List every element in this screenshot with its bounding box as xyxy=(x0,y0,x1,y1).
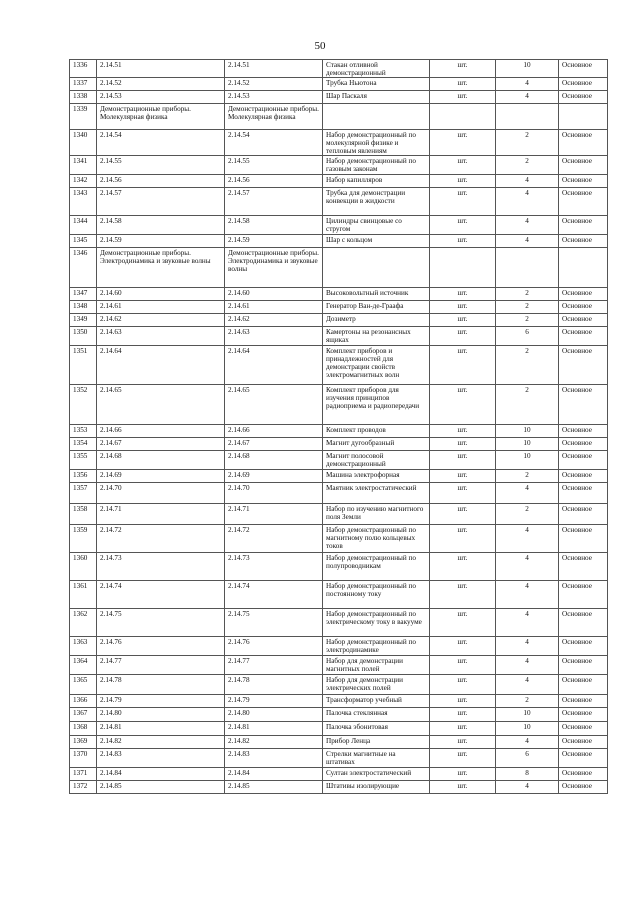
quantity-cell: 2 xyxy=(496,470,559,483)
unit-cell: шт. xyxy=(430,175,496,188)
quantity-cell: 6 xyxy=(496,749,559,768)
category-cell: Основное xyxy=(559,288,608,301)
item-name-cell: Набор для демонстрации магнитных полей xyxy=(323,656,430,675)
item-name-cell: Прибор Ленца xyxy=(323,736,430,749)
item-name-cell: Шар Паскаля xyxy=(323,91,430,104)
code-secondary-cell: 2.14.68 xyxy=(225,451,323,470)
table-row xyxy=(70,708,608,722)
quantity-cell: 4 xyxy=(496,581,559,609)
code-secondary-cell: 2.14.53 xyxy=(225,91,323,104)
item-name-cell: Палочка эбонитовая xyxy=(323,722,430,736)
item-name-cell: Шар с кольцом xyxy=(323,235,430,248)
code-cell: 2.14.73 xyxy=(97,553,225,581)
category-cell: Основное xyxy=(559,60,608,78)
table-row xyxy=(70,722,608,736)
item-name-cell: Маятник электростатический xyxy=(323,483,430,504)
code-cell: 2.14.67 xyxy=(97,438,225,451)
quantity-cell xyxy=(496,248,559,288)
category-cell: Основное xyxy=(559,130,608,156)
code-cell: 2.14.71 xyxy=(97,504,225,525)
table-row xyxy=(70,346,608,385)
code-cell: 2.14.70 xyxy=(97,483,225,504)
quantity-cell: 4 xyxy=(496,637,559,656)
category-cell: Основное xyxy=(559,675,608,695)
code-cell: 2.14.56 xyxy=(97,175,225,188)
code-secondary-cell: 2.14.64 xyxy=(225,346,323,385)
category-cell: Основное xyxy=(559,216,608,235)
category-cell: Основное xyxy=(559,504,608,525)
quantity-cell: 4 xyxy=(496,525,559,553)
table-row xyxy=(70,581,608,609)
table-row xyxy=(70,781,608,794)
unit-cell: шт. xyxy=(430,695,496,708)
row-number-cell: 1343 xyxy=(70,188,97,216)
table-row xyxy=(70,78,608,91)
code-cell: 2.14.58 xyxy=(97,216,225,235)
code-secondary-cell: 2.14.66 xyxy=(225,425,323,438)
unit-cell: шт. xyxy=(430,525,496,553)
quantity-cell: 2 xyxy=(496,301,559,314)
page-number: 50 xyxy=(314,40,326,52)
unit-cell: шт. xyxy=(430,314,496,327)
code-secondary-cell: 2.14.67 xyxy=(225,438,323,451)
code-secondary-cell: 2.14.52 xyxy=(225,78,323,91)
code-cell: 2.14.59 xyxy=(97,235,225,248)
item-name-cell: Штативы изолирующие xyxy=(323,781,430,794)
row-number-cell: 1349 xyxy=(70,314,97,327)
unit-cell: шт. xyxy=(430,346,496,385)
table-row xyxy=(70,525,608,553)
code-secondary-cell: 2.14.63 xyxy=(225,327,323,346)
category-cell: Основное xyxy=(559,525,608,553)
row-number-cell: 1360 xyxy=(70,553,97,581)
quantity-cell xyxy=(496,104,559,130)
table-row xyxy=(70,425,608,438)
unit-cell: шт. xyxy=(430,656,496,675)
quantity-cell: 10 xyxy=(496,451,559,470)
unit-cell: шт. xyxy=(430,749,496,768)
table-row xyxy=(70,130,608,156)
quantity-cell: 2 xyxy=(496,130,559,156)
item-name-cell: Камертоны на резонансных ящиках xyxy=(323,327,430,346)
code-secondary-cell: 2.14.69 xyxy=(225,470,323,483)
category-cell: Основное xyxy=(559,695,608,708)
item-name-cell: Набор для демонстрации электрических полей xyxy=(323,675,430,695)
quantity-cell: 10 xyxy=(496,708,559,722)
category-cell: Основное xyxy=(559,175,608,188)
row-number-cell: 1355 xyxy=(70,451,97,470)
quantity-cell: 8 xyxy=(496,768,559,781)
row-number-cell: 1365 xyxy=(70,675,97,695)
table-row xyxy=(70,736,608,749)
code-cell: Демонстрационные приборы. Электродинамика и звуковые волны xyxy=(97,248,225,288)
item-name-cell: Трубка для демонстрации конвекции в жидкости xyxy=(323,188,430,216)
unit-cell: шт. xyxy=(430,425,496,438)
unit-cell: шт. xyxy=(430,288,496,301)
row-number-cell: 1369 xyxy=(70,736,97,749)
category-cell: Основное xyxy=(559,301,608,314)
code-cell: 2.14.54 xyxy=(97,130,225,156)
table-row xyxy=(70,675,608,695)
row-number-cell: 1347 xyxy=(70,288,97,301)
item-name-cell: Высоковольтный источник xyxy=(323,288,430,301)
item-name-cell xyxy=(323,104,430,130)
category-cell: Основное xyxy=(559,581,608,609)
code-cell: 2.14.62 xyxy=(97,314,225,327)
row-number-cell: 1353 xyxy=(70,425,97,438)
row-number-cell: 1342 xyxy=(70,175,97,188)
row-number-cell: 1341 xyxy=(70,156,97,175)
quantity-cell: 2 xyxy=(496,346,559,385)
category-cell: Основное xyxy=(559,656,608,675)
table-row xyxy=(70,301,608,314)
code-cell: 2.14.60 xyxy=(97,288,225,301)
table-row xyxy=(70,91,608,104)
category-cell xyxy=(559,104,608,130)
code-cell: 2.14.78 xyxy=(97,675,225,695)
code-secondary-cell: 2.14.58 xyxy=(225,216,323,235)
quantity-cell: 4 xyxy=(496,175,559,188)
unit-cell: шт. xyxy=(430,188,496,216)
category-cell: Основное xyxy=(559,708,608,722)
quantity-cell: 4 xyxy=(496,736,559,749)
quantity-cell: 10 xyxy=(496,425,559,438)
unit-cell: шт. xyxy=(430,451,496,470)
code-secondary-cell: Демонстрационные приборы. Электродинамика и звуковые волны xyxy=(225,248,323,288)
quantity-cell: 4 xyxy=(496,656,559,675)
quantity-cell: 2 xyxy=(496,504,559,525)
table-row xyxy=(70,451,608,470)
quantity-cell: 10 xyxy=(496,722,559,736)
item-name-cell: Набор демонстрационный по полупроводникам xyxy=(323,553,430,581)
unit-cell: шт. xyxy=(430,438,496,451)
category-cell: Основное xyxy=(559,78,608,91)
code-cell: 2.14.85 xyxy=(97,781,225,794)
category-cell: Основное xyxy=(559,188,608,216)
table-row xyxy=(70,175,608,188)
table-row xyxy=(70,438,608,451)
table-row xyxy=(70,470,608,483)
category-cell: Основное xyxy=(559,385,608,425)
code-secondary-cell: 2.14.84 xyxy=(225,768,323,781)
category-cell: Основное xyxy=(559,749,608,768)
table-row xyxy=(70,235,608,248)
row-number-cell: 1370 xyxy=(70,749,97,768)
row-number-cell: 1357 xyxy=(70,483,97,504)
code-secondary-cell: 2.14.73 xyxy=(225,553,323,581)
unit-cell: шт. xyxy=(430,470,496,483)
table-row xyxy=(70,637,608,656)
item-name-cell: Набор демонстрационный по магнитному полю кольцевых токов xyxy=(323,525,430,553)
code-secondary-cell: 2.14.70 xyxy=(225,483,323,504)
quantity-cell: 10 xyxy=(496,60,559,78)
row-number-cell: 1366 xyxy=(70,695,97,708)
item-name-cell: Магнит дугообразный xyxy=(323,438,430,451)
quantity-cell: 2 xyxy=(496,314,559,327)
code-cell: 2.14.83 xyxy=(97,749,225,768)
item-name-cell: Стакан отливной демонстрационный xyxy=(323,60,430,78)
item-name-cell xyxy=(323,248,430,288)
code-cell: 2.14.77 xyxy=(97,656,225,675)
table-row xyxy=(70,385,608,425)
item-name-cell: Цилиндры свинцовые со стругом xyxy=(323,216,430,235)
quantity-cell: 4 xyxy=(496,483,559,504)
unit-cell: шт. xyxy=(430,78,496,91)
quantity-cell: 4 xyxy=(496,553,559,581)
quantity-cell: 4 xyxy=(496,235,559,248)
row-number-cell: 1340 xyxy=(70,130,97,156)
quantity-cell: 2 xyxy=(496,385,559,425)
item-name-cell: Набор демонстрационный по молекулярной физике и тепловым явлениям xyxy=(323,130,430,156)
item-name-cell: Набор демонстрационный по постоянному току xyxy=(323,581,430,609)
unit-cell: шт. xyxy=(430,156,496,175)
table-row xyxy=(70,656,608,675)
quantity-cell: 2 xyxy=(496,695,559,708)
code-cell: 2.14.53 xyxy=(97,91,225,104)
quantity-cell: 4 xyxy=(496,675,559,695)
item-name-cell: Набор капилляров xyxy=(323,175,430,188)
quantity-cell: 4 xyxy=(496,609,559,637)
unit-cell: шт. xyxy=(430,60,496,78)
code-cell: 2.14.61 xyxy=(97,301,225,314)
unit-cell: шт. xyxy=(430,385,496,425)
item-name-cell: Дозиметр xyxy=(323,314,430,327)
code-secondary-cell: 2.14.78 xyxy=(225,675,323,695)
code-cell: 2.14.72 xyxy=(97,525,225,553)
item-name-cell: Комплект приборов для изучения принципов радиоприема и радиопередачи xyxy=(323,385,430,425)
code-secondary-cell: 2.14.82 xyxy=(225,736,323,749)
item-name-cell: Набор демонстрационный по газовым законам xyxy=(323,156,430,175)
category-cell: Основное xyxy=(559,327,608,346)
row-number-cell: 1371 xyxy=(70,768,97,781)
unit-cell: шт. xyxy=(430,483,496,504)
item-name-cell: Комплект приборов и принадлежностей для демонстрации свойств электромагнитных волн xyxy=(323,346,430,385)
code-cell: 2.14.57 xyxy=(97,188,225,216)
row-number-cell: 1339 xyxy=(70,104,97,130)
row-number-cell: 1356 xyxy=(70,470,97,483)
unit-cell: шт. xyxy=(430,235,496,248)
unit-cell: шт. xyxy=(430,216,496,235)
code-secondary-cell: 2.14.59 xyxy=(225,235,323,248)
item-name-cell: Набор демонстрационный по электродинамике xyxy=(323,637,430,656)
row-number-cell: 1352 xyxy=(70,385,97,425)
unit-cell: шт. xyxy=(430,736,496,749)
unit-cell: шт. xyxy=(430,91,496,104)
unit-cell: шт. xyxy=(430,675,496,695)
code-secondary-cell: 2.14.83 xyxy=(225,749,323,768)
code-secondary-cell: 2.14.54 xyxy=(225,130,323,156)
table-row xyxy=(70,327,608,346)
item-name-cell: Трансформатор учебный xyxy=(323,695,430,708)
row-number-cell: 1358 xyxy=(70,504,97,525)
row-number-cell: 1361 xyxy=(70,581,97,609)
code-secondary-cell: 2.14.85 xyxy=(225,781,323,794)
table-row xyxy=(70,609,608,637)
code-secondary-cell: Демонстрационные приборы. Молекулярная физика xyxy=(225,104,323,130)
unit-cell: шт. xyxy=(430,581,496,609)
code-cell: 2.14.76 xyxy=(97,637,225,656)
code-secondary-cell: 2.14.56 xyxy=(225,175,323,188)
equipment-table xyxy=(69,59,608,794)
table-row xyxy=(70,60,608,78)
code-secondary-cell: 2.14.75 xyxy=(225,609,323,637)
code-secondary-cell: 2.14.71 xyxy=(225,504,323,525)
code-secondary-cell: 2.14.79 xyxy=(225,695,323,708)
category-cell: Основное xyxy=(559,781,608,794)
code-cell: 2.14.84 xyxy=(97,768,225,781)
table-row xyxy=(70,749,608,768)
category-cell: Основное xyxy=(559,425,608,438)
quantity-cell: 4 xyxy=(496,216,559,235)
code-secondary-cell: 2.14.72 xyxy=(225,525,323,553)
item-name-cell: Магнит полосовой демонстрационный xyxy=(323,451,430,470)
row-number-cell: 1336 xyxy=(70,60,97,78)
code-cell: 2.14.69 xyxy=(97,470,225,483)
row-number-cell: 1367 xyxy=(70,708,97,722)
code-cell: 2.14.81 xyxy=(97,722,225,736)
code-cell: 2.14.63 xyxy=(97,327,225,346)
unit-cell xyxy=(430,248,496,288)
category-cell: Основное xyxy=(559,768,608,781)
table-row xyxy=(70,504,608,525)
code-secondary-cell: 2.14.62 xyxy=(225,314,323,327)
unit-cell: шт. xyxy=(430,768,496,781)
table-row xyxy=(70,695,608,708)
category-cell: Основное xyxy=(559,314,608,327)
code-cell: 2.14.80 xyxy=(97,708,225,722)
table-row xyxy=(70,156,608,175)
code-cell: 2.14.64 xyxy=(97,346,225,385)
code-secondary-cell: 2.14.76 xyxy=(225,637,323,656)
code-secondary-cell: 2.14.51 xyxy=(225,60,323,78)
unit-cell: шт. xyxy=(430,781,496,794)
item-name-cell: Стрелки магнитные на штативах xyxy=(323,749,430,768)
code-cell: Демонстрационные приборы. Молекулярная физика xyxy=(97,104,225,130)
quantity-cell: 4 xyxy=(496,78,559,91)
unit-cell: шт. xyxy=(430,609,496,637)
item-name-cell: Палочка стеклянная xyxy=(323,708,430,722)
table-row xyxy=(70,288,608,301)
category-cell: Основное xyxy=(559,637,608,656)
code-secondary-cell: 2.14.57 xyxy=(225,188,323,216)
code-secondary-cell: 2.14.65 xyxy=(225,385,323,425)
row-number-cell: 1354 xyxy=(70,438,97,451)
table-row xyxy=(70,483,608,504)
code-cell: 2.14.79 xyxy=(97,695,225,708)
code-cell: 2.14.75 xyxy=(97,609,225,637)
code-cell: 2.14.65 xyxy=(97,385,225,425)
unit-cell: шт. xyxy=(430,722,496,736)
row-number-cell: 1372 xyxy=(70,781,97,794)
code-secondary-cell: 2.14.60 xyxy=(225,288,323,301)
item-name-cell: Набор демонстрационный по электрическому току в вакууме xyxy=(323,609,430,637)
code-secondary-cell: 2.14.77 xyxy=(225,656,323,675)
category-cell xyxy=(559,248,608,288)
category-cell: Основное xyxy=(559,736,608,749)
code-secondary-cell: 2.14.55 xyxy=(225,156,323,175)
category-cell: Основное xyxy=(559,553,608,581)
row-number-cell: 1345 xyxy=(70,235,97,248)
category-cell: Основное xyxy=(559,483,608,504)
unit-cell xyxy=(430,104,496,130)
code-cell: 2.14.66 xyxy=(97,425,225,438)
quantity-cell: 6 xyxy=(496,327,559,346)
table-row xyxy=(70,553,608,581)
item-name-cell: Набор по изучению магнитного поля Земли xyxy=(323,504,430,525)
unit-cell: шт. xyxy=(430,553,496,581)
row-number-cell: 1359 xyxy=(70,525,97,553)
item-name-cell: Комплект проводов xyxy=(323,425,430,438)
row-number-cell: 1363 xyxy=(70,637,97,656)
category-cell: Основное xyxy=(559,346,608,385)
row-number-cell: 1348 xyxy=(70,301,97,314)
table-row xyxy=(70,768,608,781)
quantity-cell: 2 xyxy=(496,156,559,175)
table-row xyxy=(70,216,608,235)
unit-cell: шт. xyxy=(430,327,496,346)
code-cell: 2.14.55 xyxy=(97,156,225,175)
row-number-cell: 1338 xyxy=(70,91,97,104)
quantity-cell: 10 xyxy=(496,438,559,451)
category-cell: Основное xyxy=(559,609,608,637)
row-number-cell: 1362 xyxy=(70,609,97,637)
category-cell: Основное xyxy=(559,722,608,736)
item-name-cell: Трубка Ньютона xyxy=(323,78,430,91)
quantity-cell: 4 xyxy=(496,91,559,104)
table-row xyxy=(70,314,608,327)
row-number-cell: 1364 xyxy=(70,656,97,675)
row-number-cell: 1351 xyxy=(70,346,97,385)
category-cell: Основное xyxy=(559,470,608,483)
item-name-cell: Генератор Ван-де-Граафа xyxy=(323,301,430,314)
table-row xyxy=(70,188,608,216)
table-row xyxy=(70,104,608,130)
category-cell: Основное xyxy=(559,235,608,248)
quantity-cell: 4 xyxy=(496,781,559,794)
item-name-cell: Машина электрофорная xyxy=(323,470,430,483)
unit-cell: шт. xyxy=(430,301,496,314)
code-cell: 2.14.82 xyxy=(97,736,225,749)
unit-cell: шт. xyxy=(430,708,496,722)
row-number-cell: 1350 xyxy=(70,327,97,346)
item-name-cell: Султан электростатический xyxy=(323,768,430,781)
code-cell: 2.14.51 xyxy=(97,60,225,78)
code-cell: 2.14.52 xyxy=(97,78,225,91)
quantity-cell: 2 xyxy=(496,288,559,301)
category-cell: Основное xyxy=(559,91,608,104)
code-secondary-cell: 2.14.61 xyxy=(225,301,323,314)
code-secondary-cell: 2.14.81 xyxy=(225,722,323,736)
code-secondary-cell: 2.14.80 xyxy=(225,708,323,722)
code-cell: 2.14.74 xyxy=(97,581,225,609)
category-cell: Основное xyxy=(559,451,608,470)
row-number-cell: 1344 xyxy=(70,216,97,235)
unit-cell: шт. xyxy=(430,637,496,656)
code-cell: 2.14.68 xyxy=(97,451,225,470)
quantity-cell: 4 xyxy=(496,188,559,216)
table-row xyxy=(70,248,608,288)
row-number-cell: 1368 xyxy=(70,722,97,736)
unit-cell: шт. xyxy=(430,504,496,525)
table-body xyxy=(70,60,608,794)
row-number-cell: 1346 xyxy=(70,248,97,288)
unit-cell: шт. xyxy=(430,130,496,156)
code-secondary-cell: 2.14.74 xyxy=(225,581,323,609)
category-cell: Основное xyxy=(559,156,608,175)
row-number-cell: 1337 xyxy=(70,78,97,91)
category-cell: Основное xyxy=(559,438,608,451)
